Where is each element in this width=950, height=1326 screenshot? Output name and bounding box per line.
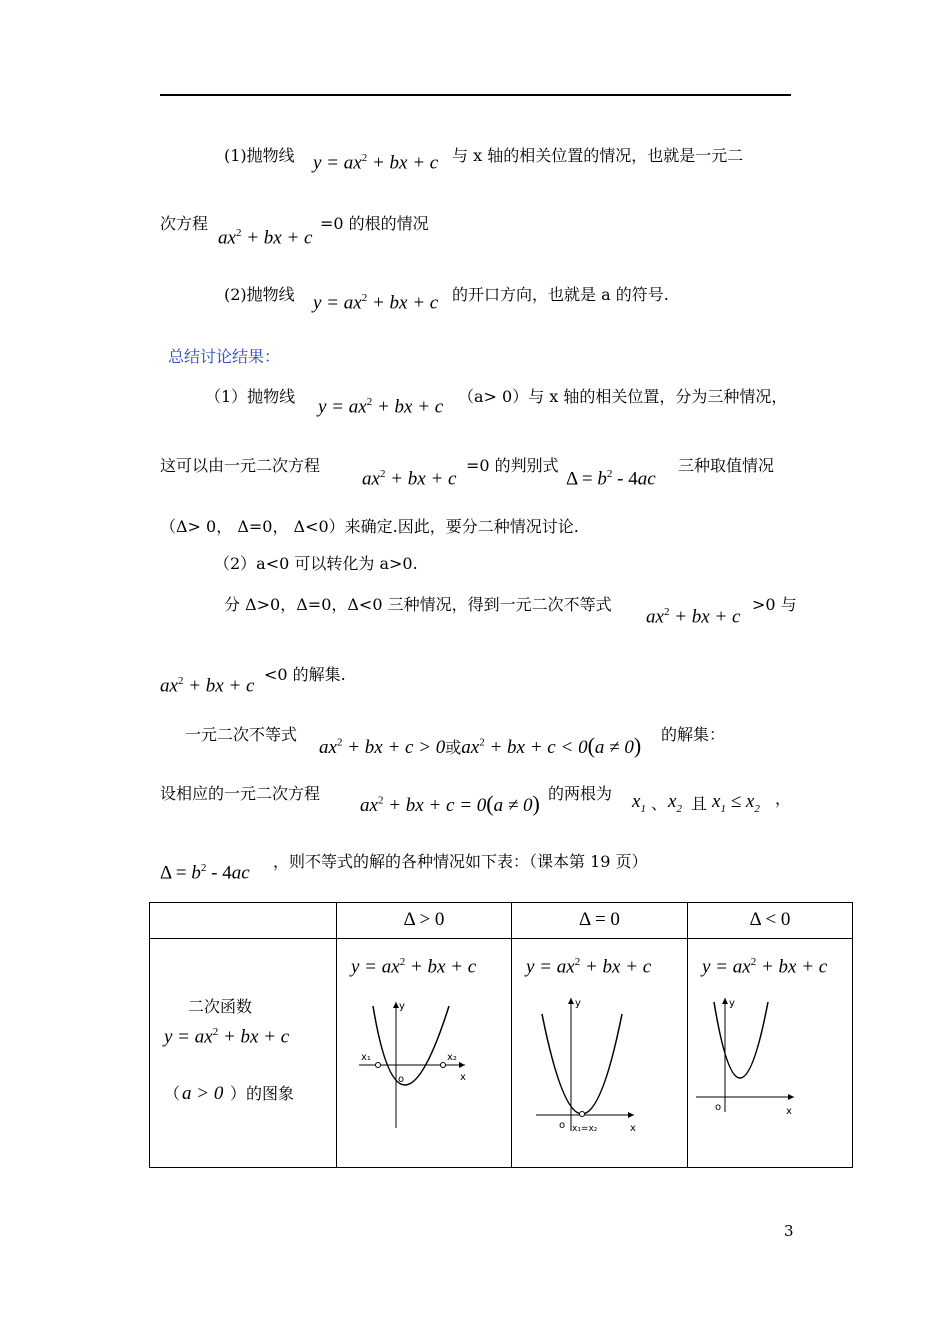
page-number: 3 bbox=[784, 1222, 794, 1240]
y-label: y bbox=[399, 1001, 405, 1012]
graph-cell-no-roots bbox=[688, 939, 853, 1168]
graph-cell-two-roots bbox=[337, 939, 512, 1168]
x1-label: x₁ bbox=[361, 1052, 371, 1063]
summary1-discriminant-text: =0 的判别式 bbox=[466, 456, 559, 475]
roots-comma: ， bbox=[775, 789, 792, 808]
y-axis-arrow bbox=[568, 998, 574, 1004]
row-label-quadratic: 二次函数 bbox=[188, 997, 253, 1016]
double-root-label: x₁=x₂ bbox=[572, 1124, 598, 1134]
summary3-text: 分 Δ>0，Δ=0，Δ<0 三种情况，得到一元二次不等式 bbox=[224, 595, 612, 614]
discriminant-formula-2: $\Delta = b^2 - 4ac$ bbox=[160, 862, 250, 884]
graph-one-root bbox=[512, 994, 687, 1174]
equation-formula: $ax^2$ + bx + c = 0(a ≠ 0) bbox=[360, 791, 540, 816]
roots-text: 的两根为 bbox=[548, 784, 613, 803]
graph-cell-one-root bbox=[512, 939, 688, 1168]
row-label-open: （ bbox=[164, 1084, 181, 1103]
parabola-formula-1: $y = ax^2$ + bx + c bbox=[313, 152, 439, 174]
quadratic-expr-3: $ax^2$ + bx + c bbox=[646, 606, 741, 628]
root-x1-point bbox=[376, 1063, 381, 1068]
row-label-graph: ）的图象 bbox=[230, 1084, 295, 1103]
para2-text: 的开口方向，也就是 a 的符号. bbox=[452, 285, 669, 304]
row-label-cell bbox=[150, 939, 337, 1168]
para1-text: 与 x 轴的相关位置的情况，也就是一元二 bbox=[452, 146, 744, 165]
roots-order: $x_1 \le x_2$ bbox=[712, 791, 760, 815]
root-x2-point bbox=[441, 1063, 446, 1068]
origin-label: o bbox=[398, 1074, 405, 1085]
function-label-3: $y = ax^2$ + bx + c bbox=[702, 956, 828, 978]
x-axis-arrow bbox=[788, 1094, 794, 1100]
quadratic-expr-2: $ax^2$ + bx + c bbox=[362, 468, 457, 490]
para1-label: (1)抛物线 bbox=[224, 146, 295, 165]
inequality-formula: $ax^2$ + bx + c > 0或$ax^2$ + bx + c < 0(a ≠ 0) bbox=[319, 733, 642, 758]
quadratic-expr-1: $ax^2$ + bx + c bbox=[218, 227, 313, 249]
roots-sep: 、 bbox=[651, 794, 668, 813]
parabola-formula-3: $y = ax^2$ + bx + c bbox=[318, 396, 444, 418]
roots-label: 设相应的一元二次方程 bbox=[160, 784, 321, 803]
summary1-cont: 这可以由一元二次方程 bbox=[160, 456, 321, 475]
para2-label: (2)抛物线 bbox=[224, 285, 295, 304]
double-root-point bbox=[580, 1112, 585, 1117]
function-label-2: $y = ax^2$ + bx + c bbox=[526, 956, 652, 978]
x-label: x bbox=[630, 1123, 636, 1134]
parabola-curve bbox=[714, 1002, 768, 1078]
summary2-text: （2）a<0 可以转化为 a>0. bbox=[214, 554, 418, 573]
origin-label: o bbox=[715, 1102, 722, 1113]
discriminant-formula: $\Delta = b^2 - 4ac$ bbox=[566, 468, 656, 490]
summary1-label: （1）抛物线 bbox=[205, 387, 296, 406]
solution-table bbox=[149, 902, 853, 1168]
x-label: x bbox=[460, 1072, 466, 1083]
y-label: y bbox=[575, 998, 581, 1009]
table-intro: ，则不等式的解的各种情况如下表：（课本第 19 页） bbox=[273, 852, 648, 871]
graph-two-roots bbox=[337, 994, 511, 1174]
para1-end: =0 的根的情况 bbox=[320, 214, 429, 233]
para1-cont: 次方程 bbox=[160, 214, 209, 233]
y-axis-arrow bbox=[722, 998, 728, 1004]
function-label-1: $y = ax^2$ + bx + c bbox=[351, 956, 477, 978]
inequality-solution-label: 的解集： bbox=[661, 725, 726, 744]
summary-title: 总结讨论结果： bbox=[168, 347, 281, 366]
summary1-three-cases: 三种取值情况 bbox=[678, 456, 775, 475]
roots-and: 且 bbox=[691, 794, 708, 813]
header-delta-negative: Δ < 0 bbox=[688, 903, 853, 939]
summary1-cases: （Δ> 0， Δ=0， Δ<0）来确定.因此，要分二种情况讨论. bbox=[160, 517, 579, 536]
table-corner bbox=[150, 903, 337, 939]
header-delta-zero: Δ = 0 bbox=[512, 903, 688, 939]
x-label: x bbox=[786, 1106, 792, 1117]
header-delta-positive: Δ > 0 bbox=[337, 903, 512, 939]
x-axis-arrow bbox=[459, 1062, 465, 1068]
summary3-lt: <0 的解集. bbox=[264, 665, 346, 684]
root-x2: $x_2$ bbox=[668, 791, 682, 815]
x2-label: x₂ bbox=[447, 1052, 457, 1063]
summary1-text: （a> 0）与 x 轴的相关位置，分为三种情况， bbox=[458, 387, 788, 406]
y-label: y bbox=[729, 998, 735, 1009]
origin-label: o bbox=[559, 1120, 566, 1131]
summary3-gt: >0 与 bbox=[752, 595, 797, 614]
root-x1: $x_1$ bbox=[632, 791, 646, 815]
parabola-formula-2: $y = ax^2$ + bx + c bbox=[313, 292, 439, 314]
condition-a-positive: a > 0 bbox=[182, 1083, 224, 1104]
inequality-label: 一元二次不等式 bbox=[185, 725, 298, 744]
x-axis-arrow bbox=[628, 1112, 634, 1118]
quadratic-expr-4: $ax^2$ + bx + c bbox=[160, 675, 255, 697]
graph-no-roots bbox=[688, 994, 854, 1174]
parabola-curve bbox=[373, 1006, 449, 1085]
parabola-curve bbox=[542, 1014, 622, 1114]
header-rule bbox=[160, 94, 791, 96]
row-label-function: $y = ax^2$ + bx + c bbox=[164, 1026, 290, 1048]
